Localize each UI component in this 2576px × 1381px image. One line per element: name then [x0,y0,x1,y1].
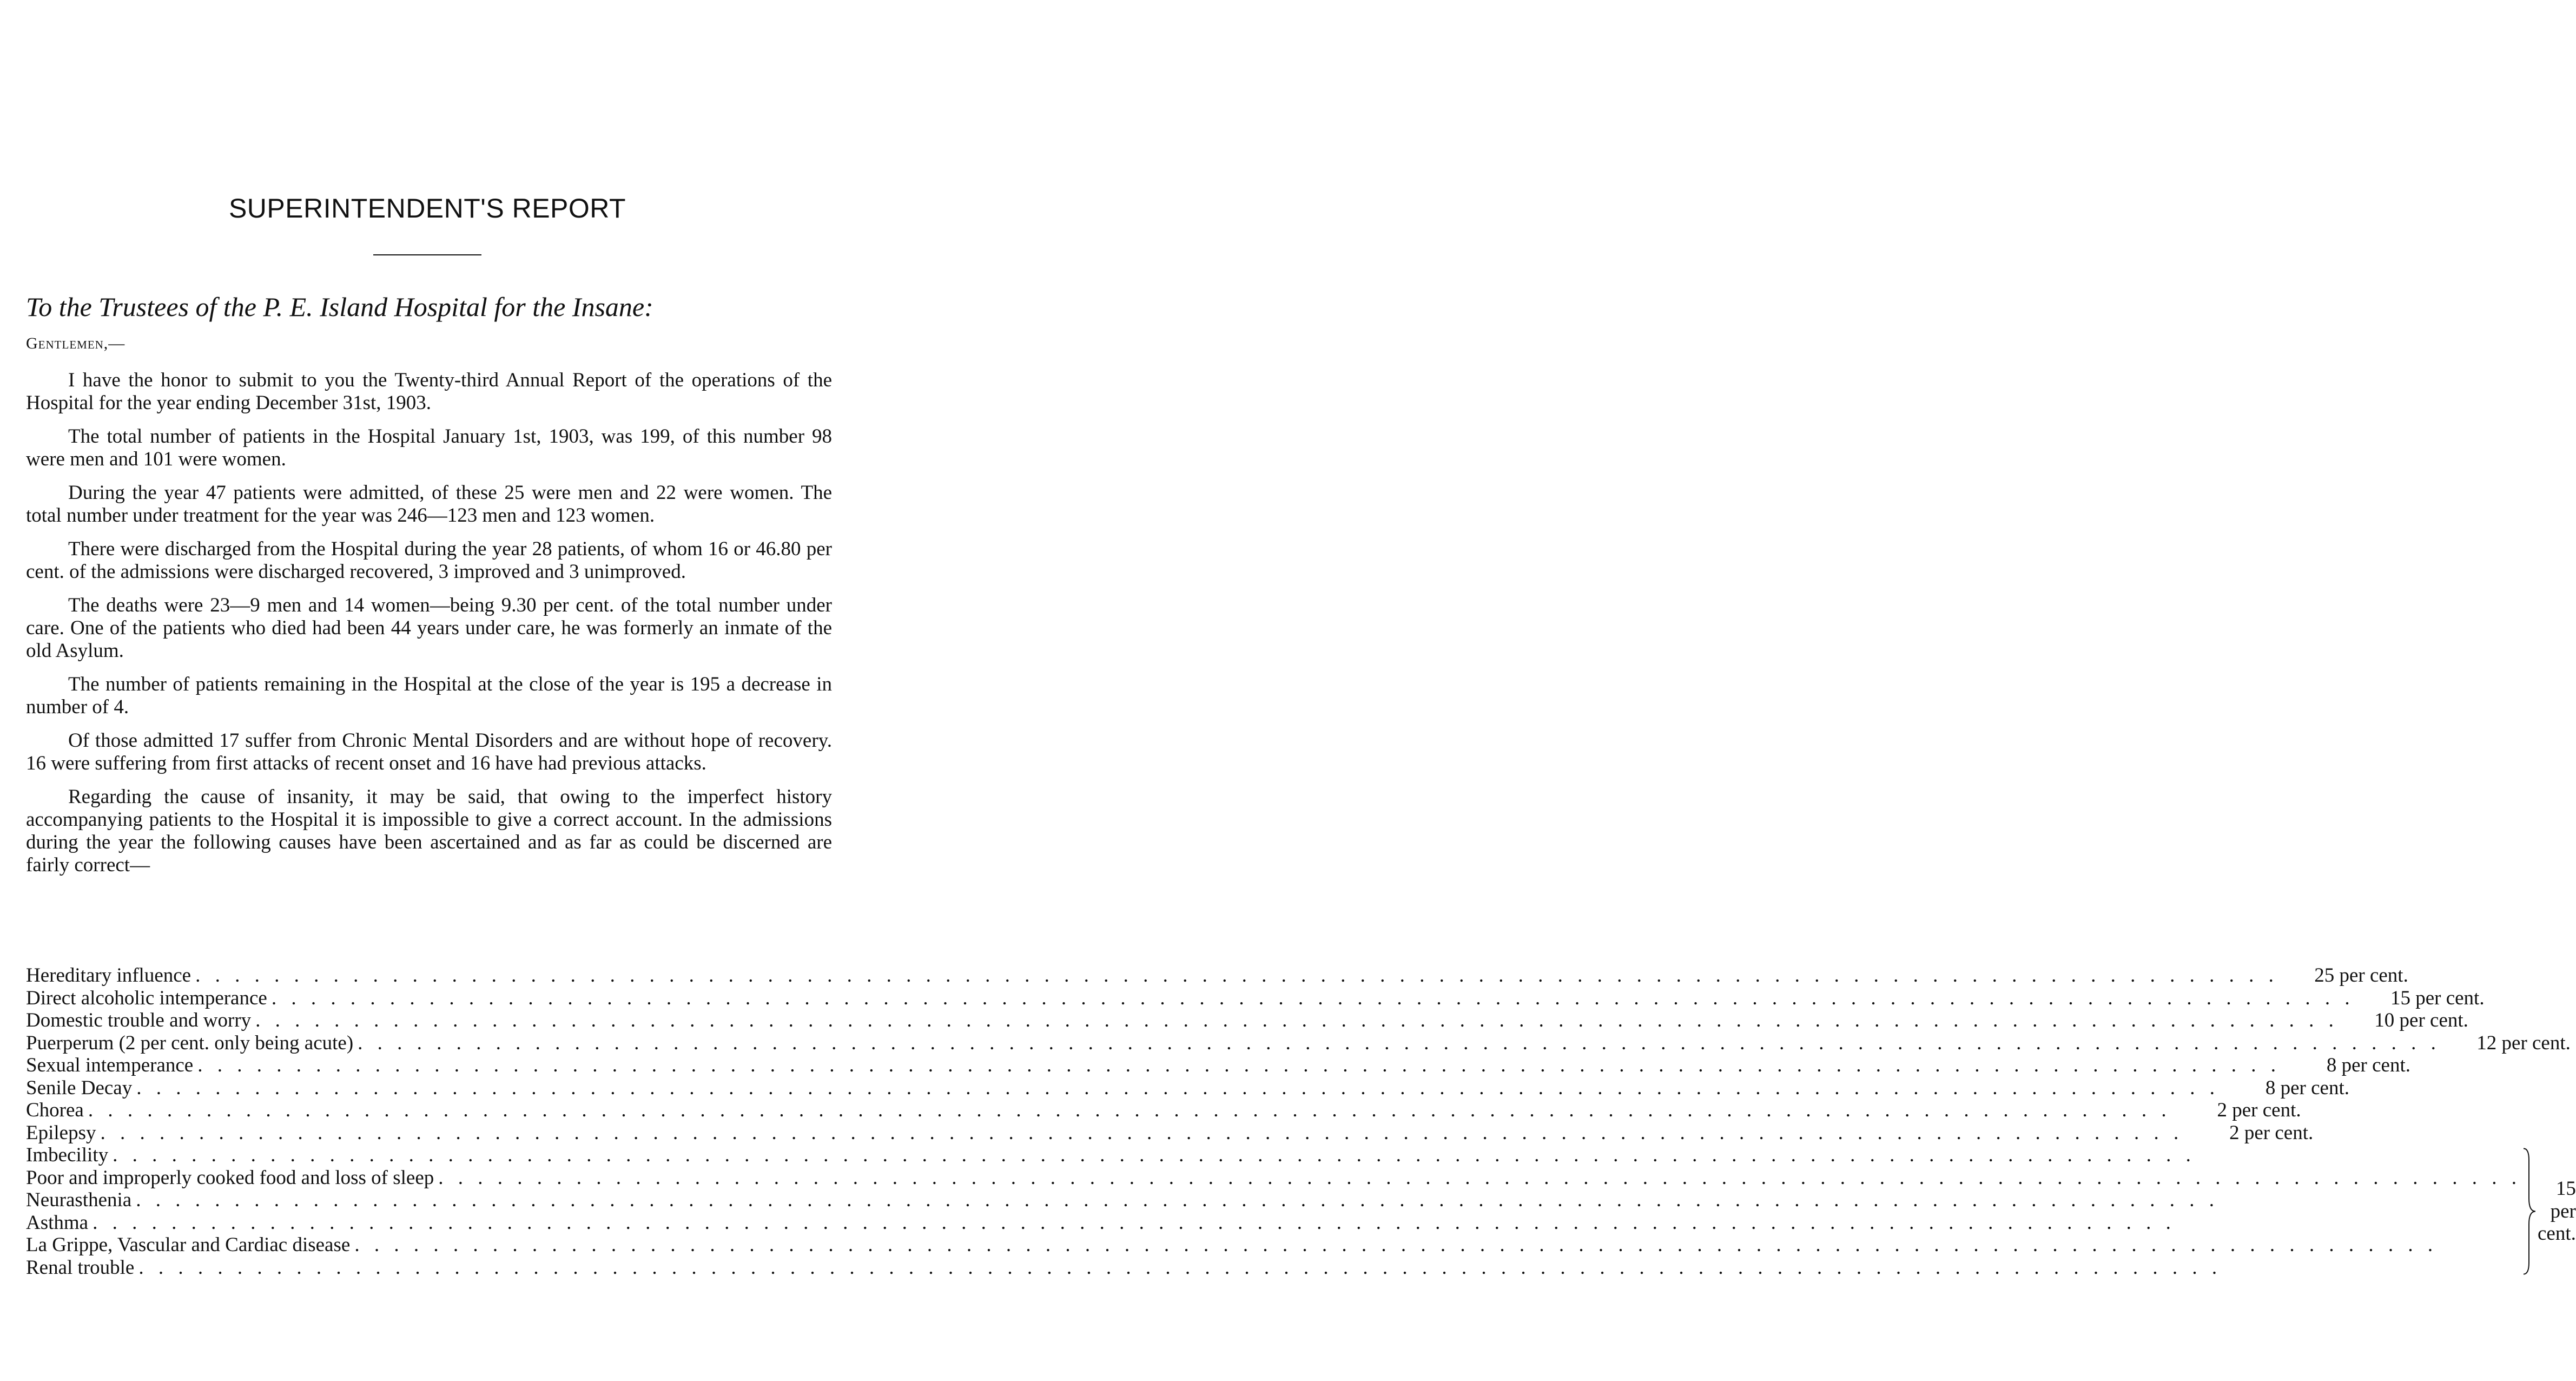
cause-row [26,1121,2314,1145]
cause-label: Chorea [26,1099,84,1121]
cause-value: 8 per cent. [2326,1054,2410,1076]
cause-row [26,1076,2349,1100]
cause-row [26,964,2408,987]
cause-label: Senile Decay [26,1076,133,1099]
leader-dots [88,1099,2171,1122]
leader-dots [354,1234,2521,1257]
report-title: SUPERINTENDENT'S REPORT [228,193,626,223]
cause-row [26,1212,2521,1234]
grouped-causes-value: 15 per cent. [2538,1178,2576,1245]
paragraph: I have the honor to submit to you the Twenty-third Annual Report of the operations of the Hospital for the year ending December 31st, 1903. [26,369,832,414]
leader-dots [113,1144,2521,1167]
title-divider [373,254,481,255]
paragraph: The total number of patients in the Hospital January 1st, 1903, was 199, of this number 98 were men and 101 were women. [26,425,832,470]
cause-row [26,1167,2521,1189]
grouped-causes [26,1144,2576,1279]
paragraph: The number of patients remaining in the Hospital at the close of the year is 195 a decrease in number of 4. [26,673,832,718]
greeting: Gentlemen,— [26,334,126,352]
right-brace-icon [2521,1144,2538,1279]
cause-value: 8 per cent. [2265,1076,2349,1099]
report-body [26,369,832,887]
leader-dots [438,1167,2521,1189]
cause-value: 10 per cent. [2374,1009,2468,1031]
cause-row [26,1257,2521,1279]
leader-dots [136,1077,2220,1100]
cause-row [26,1189,2521,1212]
cause-value: 25 per cent. [2314,964,2408,987]
cause-value: 2 per cent. [2229,1121,2314,1144]
causes-list [26,964,2576,1279]
cause-row [26,1031,2571,1055]
cause-label: Epilepsy [26,1121,96,1144]
leader-dots [358,1032,2441,1055]
salutation: To the Trustees of the P. E. Island Hospital for the Insane: [26,292,653,322]
cause-label: La Grippe, Vascular and Cardiac disease [26,1234,351,1256]
cause-label: Sexual intemperance [26,1054,194,1076]
cause-label: Puerperum (2 per cent. only being acute) [26,1031,354,1054]
cause-label: Asthma [26,1211,89,1234]
grouped-causes-list [26,1144,2521,1279]
leader-dots [100,1122,2183,1145]
cause-label: Poor and improperly cooked food and loss of sleep [26,1166,434,1189]
cause-label: Domestic trouble and worry [26,1009,252,1031]
cause-row [26,1234,2521,1257]
leader-dots [255,1009,2339,1032]
paragraph: During the year 47 patients were admitted, of these 25 were men and 22 were women. The total number under treatment for the year was 246—123 men and 123 women. [26,482,832,527]
leader-dots [197,1054,2281,1077]
paragraph: Regarding the cause of insanity, it may be said, that owing to the imperfect history accompanying patients to the Hospital it is impossible to give a correct account. In the admissions during the year the following causes have been ascertained and as far as could be discerned are fairly correct— [26,786,832,876]
cause-label: Hereditary influence [26,964,191,987]
paragraph: The deaths were 23—9 men and 14 women—being 9.30 per cent. of the total number under care. One of the patients who died had been 44 years under care, he was formerly an inmate of the old Asylum. [26,594,832,662]
cause-label: Renal trouble [26,1256,135,1279]
cause-label: Neurasthenia [26,1189,132,1211]
paragraph: Of those admitted 17 suffer from Chronic Mental Disorders and are without hope of recovery. 16 were suffering from first attacks of recent onset and 16 have had previous attacks. [26,729,832,774]
leader-dots [93,1212,2521,1234]
cause-row [26,987,2485,1010]
cause-label: Imbecility [26,1144,109,1166]
leader-dots [138,1257,2521,1279]
cause-row [26,1054,2410,1077]
cause-value: 15 per cent. [2390,987,2485,1009]
paragraph: There were discharged from the Hospital during the year 28 patients, of whom 16 or 46.80 per cent. of the admissions were discharged recovered, 3 improved and 3 unimproved. [26,538,832,583]
leader-dots [136,1189,2521,1212]
cause-label: Direct alcoholic intemperance [26,987,267,1009]
leader-dots [272,987,2355,1010]
cause-row [26,1099,2301,1122]
cause-value: 2 per cent. [2217,1099,2301,1121]
leader-dots [195,964,2278,987]
cause-value: 12 per cent. [2476,1031,2571,1054]
right-brace-shape [2521,1147,2538,1275]
cause-row [26,1144,2521,1167]
cause-row [26,1009,2468,1032]
